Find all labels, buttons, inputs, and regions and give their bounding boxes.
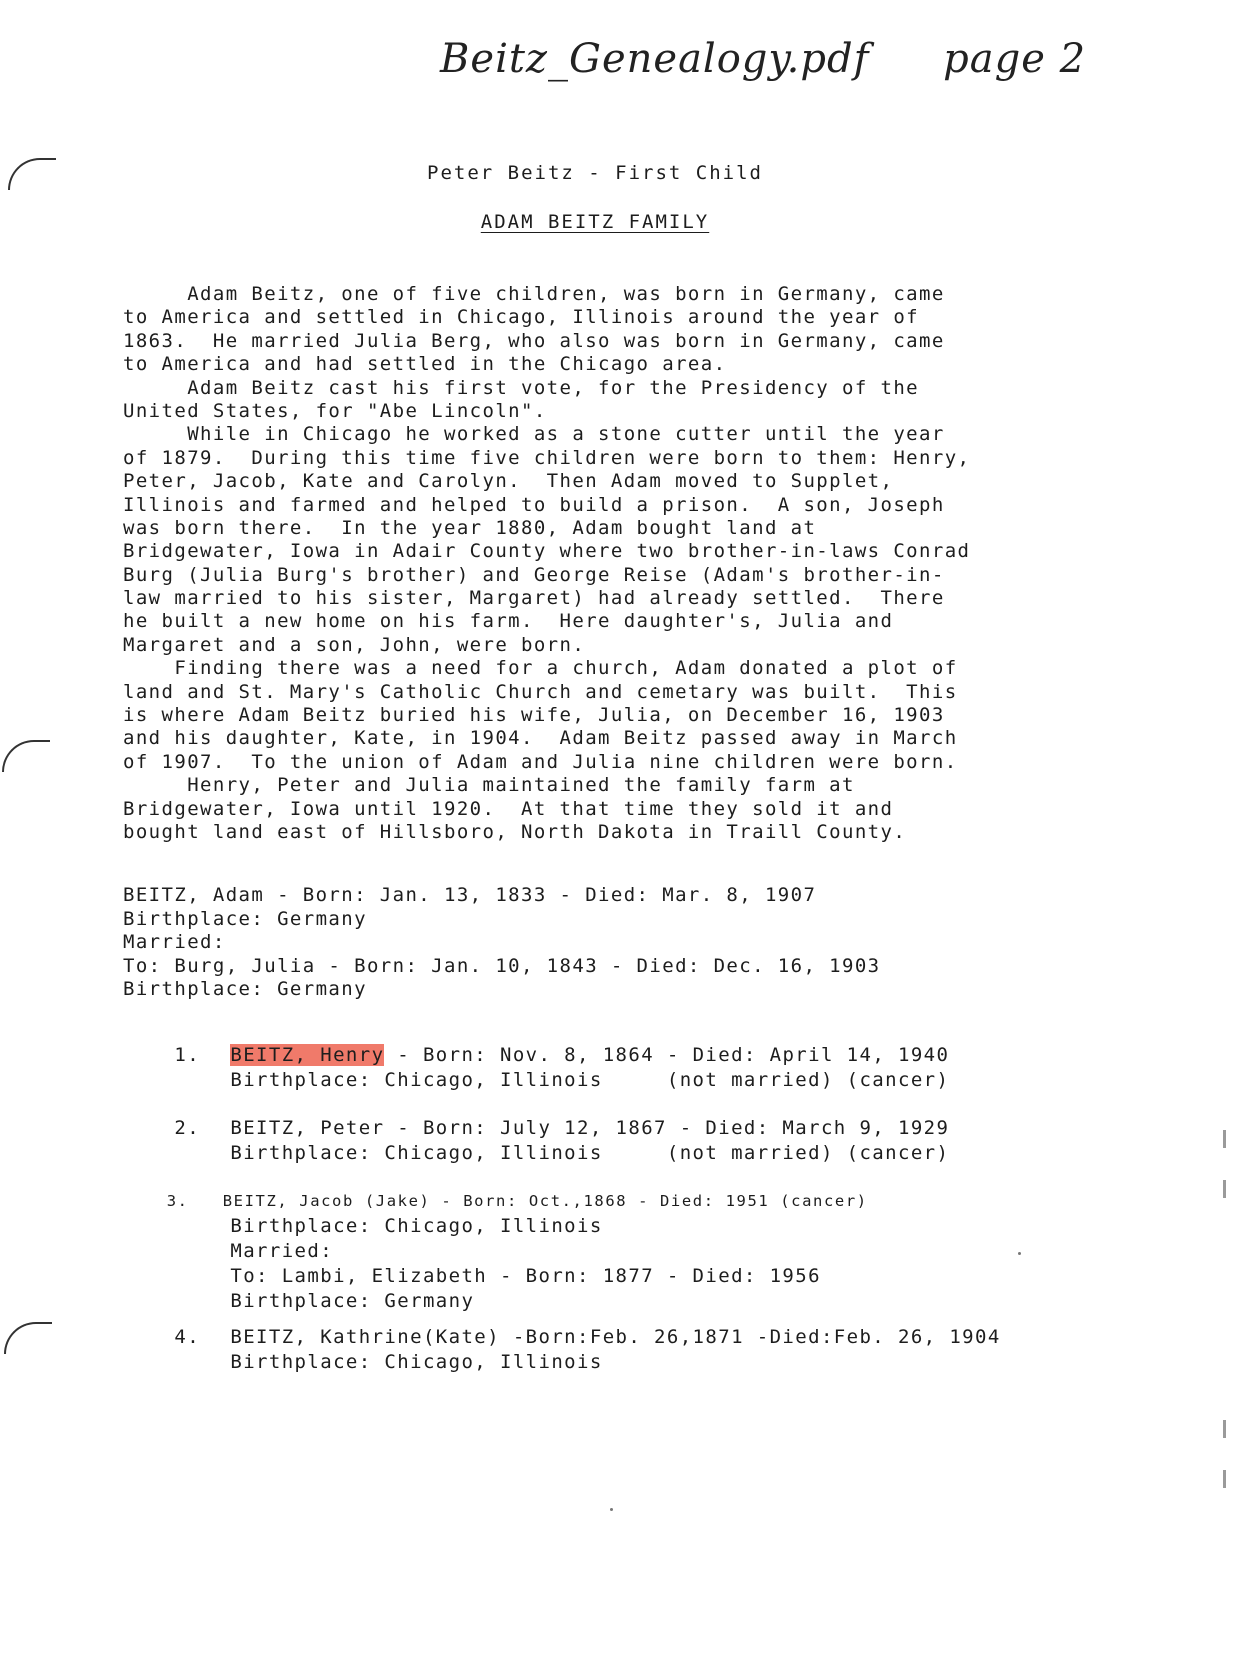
- child-line: Married:: [230, 1240, 334, 1262]
- narrative-line: Illinois and farmed and helped to build a prison. A son, Joseph: [123, 493, 945, 516]
- parents-record: [123, 884, 1073, 1002]
- narrative-text: [123, 283, 1073, 844]
- page-subtitle: ADAM BEITZ FAMILY: [480, 211, 710, 233]
- scan-artifact: [610, 1508, 613, 1511]
- narrative-line: Margaret and a son, John, were born.: [123, 633, 586, 656]
- narrative-line: bought land east of Hillsboro, North Dakota in Traill County.: [123, 820, 907, 843]
- child-number: 4.: [174, 1326, 201, 1348]
- child-line: Birthplace: Chicago, Illinois (not married) (cancer): [230, 1142, 950, 1164]
- child-number: 2.: [174, 1117, 201, 1139]
- narrative-line: law married to his sister, Margaret) had already settled. There: [123, 587, 945, 610]
- scan-artifact: [1223, 1470, 1226, 1488]
- binder-hole-mark: [4, 1322, 52, 1354]
- child-number: 3.: [166, 1192, 189, 1210]
- narrative-line: Bridgewater, Iowa in Adair County where two brother-in-laws Conrad: [123, 540, 971, 563]
- child-entry: [123, 1300, 1073, 1373]
- narrative-line: of 1879. During this time five children were born to them: Henry,: [123, 446, 971, 469]
- scan-artifact: [1223, 1180, 1226, 1198]
- narrative-line: Bridgewater, Iowa until 1920. At that time they sold it and: [123, 797, 894, 820]
- handwritten-page: page 2: [943, 36, 1087, 82]
- record-line: Birthplace: Germany: [123, 978, 367, 1001]
- child-line: BEITZ, Peter - Born: July 12, 1867 - Died: March 9, 1929: [230, 1117, 950, 1139]
- scan-artifact: [1223, 1420, 1226, 1438]
- record-line: Married:: [123, 931, 226, 954]
- narrative-line: Finding there was a need for a church, Adam donated a plot of: [123, 657, 958, 680]
- handwritten-filename: Beitz_Genealogy.pdf: [440, 36, 870, 82]
- narrative-line: Adam Beitz cast his first vote, for the Presidency of the: [123, 376, 920, 399]
- child-line: Birthplace: Chicago, Illinois (not married) (cancer): [230, 1069, 950, 1091]
- record-line: BEITZ, Adam - Born: Jan. 13, 1833 - Died: Mar. 8, 1907: [123, 884, 817, 906]
- handwritten-note: [440, 36, 1086, 82]
- child-line: - Born: Nov. 8, 1864 - Died: April 14, 1940: [384, 1044, 950, 1066]
- narrative-line: 1863. He married Julia Berg, who also was born in Germany, came: [123, 329, 945, 352]
- page-title: Peter Beitz - First Child: [427, 162, 763, 184]
- narrative-line: he built a new home on his farm. Here daughter's, Julia and: [123, 610, 894, 633]
- child-line: Birthplace: Germany: [230, 1290, 475, 1312]
- scan-artifact: [1223, 1130, 1226, 1148]
- record-line: To: Burg, Julia - Born: Jan. 10, 1843 - Died: Dec. 16, 1903: [123, 954, 881, 977]
- narrative-line: Henry, Peter and Julia maintained the family farm at: [123, 774, 855, 797]
- child-line: Birthplace: Chicago, Illinois: [230, 1215, 603, 1237]
- narrative-line: Adam Beitz, one of five children, was born in Germany, came: [123, 283, 945, 305]
- child-entry: [123, 1164, 1073, 1312]
- narrative-line: to America and settled in Chicago, Illinois around the year of: [123, 306, 920, 329]
- narrative-line: While in Chicago he worked as a stone cutter until the year: [123, 423, 945, 446]
- child-number: 1.: [174, 1044, 201, 1066]
- narrative-line: to America and had settled in the Chicago area.: [123, 353, 727, 376]
- narrative-line: was born there. In the year 1880, Adam bought land at: [123, 516, 817, 539]
- binder-hole-mark: [2, 740, 50, 772]
- narrative-line: Peter, Jacob, Kate and Carolyn. Then Adam moved to Supplet,: [123, 470, 894, 493]
- child-line: BEITZ, Jacob (Jake) - Born: Oct.,1868 - Died: 1951 (cancer): [222, 1192, 868, 1210]
- narrative-line: Burg (Julia Burg's brother) and George Reise (Adam's brother-in-: [123, 563, 945, 586]
- child-line: Birthplace: Chicago, Illinois: [230, 1351, 603, 1373]
- narrative-line: land and St. Mary's Catholic Church and cemetary was built. This: [123, 680, 958, 703]
- record-line: Birthplace: Germany: [123, 907, 367, 930]
- child-entry: [123, 1091, 1073, 1164]
- narrative-line: of 1907. To the union of Adam and Julia nine children were born.: [123, 750, 958, 773]
- highlighted-name: BEITZ, Henry: [230, 1044, 385, 1066]
- child-entry: [123, 1018, 1073, 1091]
- child-line: BEITZ, Kathrine(Kate) -Born:Feb. 26,1871 -Died:Feb. 26, 1904: [230, 1326, 1001, 1348]
- child-line: To: Lambi, Elizabeth - Born: 1877 - Died: 1956: [230, 1265, 821, 1287]
- narrative-line: is where Adam Beitz buried his wife, Julia, on December 16, 1903: [123, 704, 945, 727]
- narrative-line: United States, for "Abe Lincoln".: [123, 399, 547, 422]
- narrative-line: and his daughter, Kate, in 1904. Adam Beitz passed away in March: [123, 727, 958, 750]
